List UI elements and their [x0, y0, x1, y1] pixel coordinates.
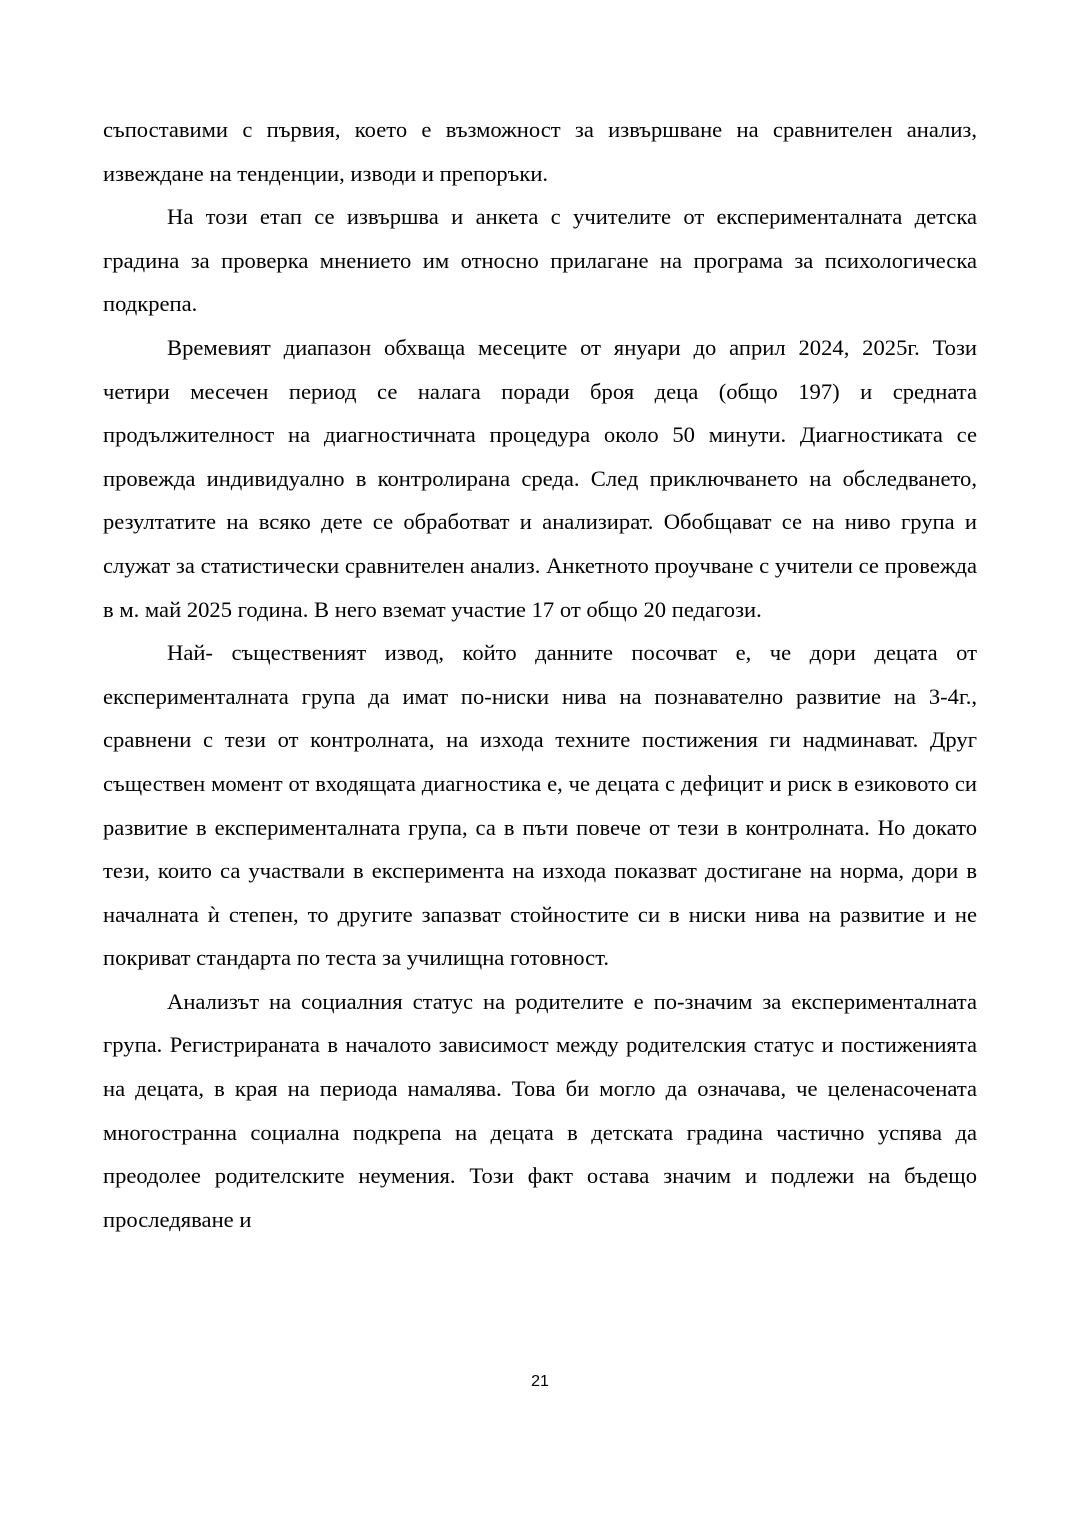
- paragraph-continuation: съпоставими с първия, което е възможност за извършване на сравнителен анализ, извеждане на тенденции, изводи и препоръки.: [103, 117, 977, 186]
- paragraph-main-conclusion: Най- съществeният извод, който данните посочват е, че дори децата от експерименталната група да имат по-ниски нива на познавателно развитие на 3-4г., сравнени с тези от контролната, на изхода техните постижения ги надминават. Друг съществен момент от входящата диагностика е, че децата с дефицит и риск в езиковото си развитие в експерименталната група, са в пъти повече от тези в контролната. Но докато тези, които са участвали в експеримента на изхода показват достигане на норма, дори в началната ѝ степен, то другите запазват стойностите си в ниски нива на развитие и не покриват стандарта по теста за училищна готовност.: [103, 640, 977, 971]
- document-body: [103, 108, 977, 1241]
- paragraph-timeframe: Времевият диапазон обхваща месеците от януари до април 2024, 2025г. Този четири месечен период се налага поради броя деца (общо 197) и средната продължителност на диагностичната процедура около 50 минути. Диагностиката се провежда индивидуално в контролирана среда. След приключването на обследването, резултатите на всяко дете се обработват и анализират. Обобщават се на ниво група и служат за статистически сравнителен анализ. Анкетното проучване с учители се провежда в м. май 2025 година. В него вземат участие 17 от общо 20 педагози.: [103, 334, 977, 622]
- page-number: 21: [531, 1373, 549, 1390]
- paragraph-survey: На този етап се извършва и анкета с учителите от експерименталната детска градина за проверка мнението им относно прилагане на програма за психологическа подкрепа.: [103, 204, 977, 317]
- paragraph-social-status: Анализът на социалния статус на родителите е по-значим за експерименталната група. Регистрираната в началото зависимост между родителския статус и постиженията на децата, в края на периода намалява. Това би могло да означава, че целенасочената многостранна социална подкрепа на децата в детската градина частично успява да преодолее родителските неумения. Този факт остава значим и подлежи на бъдещо проследяване и: [103, 988, 977, 1232]
